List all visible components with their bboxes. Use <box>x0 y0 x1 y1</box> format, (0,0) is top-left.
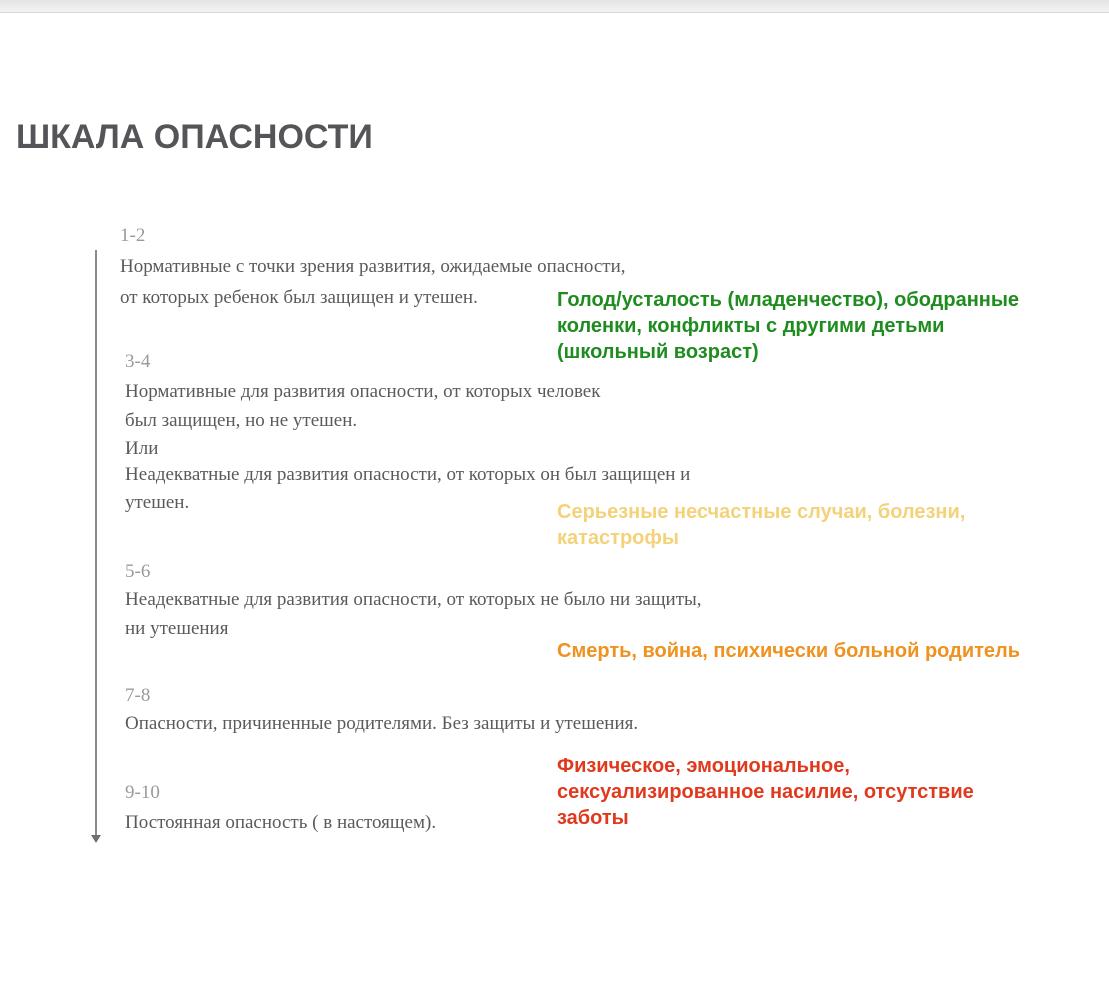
level-1-2-example-line-3: (школьный возраст) <box>557 341 759 363</box>
level-3-4-text-line-1: Нормативные для развития опасности, от которых человек <box>125 381 601 402</box>
level-range-5-6: 5-6 <box>125 561 151 582</box>
level-range-1-2: 1-2 <box>120 225 146 246</box>
level-1-2-example <box>557 287 1019 365</box>
level-3-4-example-line-1: Серьезные несчастные случаи, болезни, <box>557 501 966 523</box>
level-9-10-text-line-1: Постоянная опасность ( в настоящем). <box>125 812 437 833</box>
arrow-down-icon <box>91 835 101 843</box>
level-5-6-example-line-1: Смерть, война, психически больной родитель <box>557 640 1021 662</box>
level-5-6-text-line-2: ни утешения <box>125 618 229 639</box>
level-7-8-example-line-1: Физическое, эмоциональное, <box>557 755 850 777</box>
level-3-4-text-line-5: утешен. <box>125 492 190 513</box>
level-1-2-text-line-1: Нормативные с точки зрения развития, ожидаемые опасности, <box>120 256 626 277</box>
level-range-7-8: 7-8 <box>125 685 151 706</box>
danger-scale-axis <box>95 250 97 836</box>
level-1-2-example-line-2: коленки, конфликты с другими детьми <box>557 315 945 337</box>
level-7-8-text-line-1: Опасности, причиненные родителями. Без защиты и утешения. <box>125 713 639 734</box>
level-range-9-10: 9-10 <box>125 782 160 803</box>
level-7-8-example-line-2: сексуализированное насилие, отсутствие <box>557 781 974 803</box>
level-3-4-text-line-4: Неадекватные для развития опасности, от которых он был защищен и <box>125 464 691 485</box>
level-5-6-example <box>557 638 1020 664</box>
level-1-2-example-line-1: Голод/усталость (младенчество), ободранные <box>557 289 1020 311</box>
page-title: ШКАЛА ОПАСНОСТИ <box>16 118 373 156</box>
level-7-8-example <box>557 753 974 831</box>
level-3-4-text-line-2: был защищен, но не утешен. <box>125 410 358 431</box>
level-3-4-example-line-2: катастрофы <box>557 527 679 549</box>
level-range-3-4: 3-4 <box>125 351 151 372</box>
level-7-8-example-line-3: заботы <box>557 807 629 829</box>
level-3-4-example <box>557 499 965 551</box>
level-1-2-text-line-2: от которых ребенок был защищен и утешен. <box>120 287 478 308</box>
level-3-4-text-line-3: Или <box>125 438 159 459</box>
window-top-bar <box>0 0 1109 13</box>
level-5-6-text-line-1: Неадекватные для развития опасности, от которых не было ни защиты, <box>125 589 702 610</box>
